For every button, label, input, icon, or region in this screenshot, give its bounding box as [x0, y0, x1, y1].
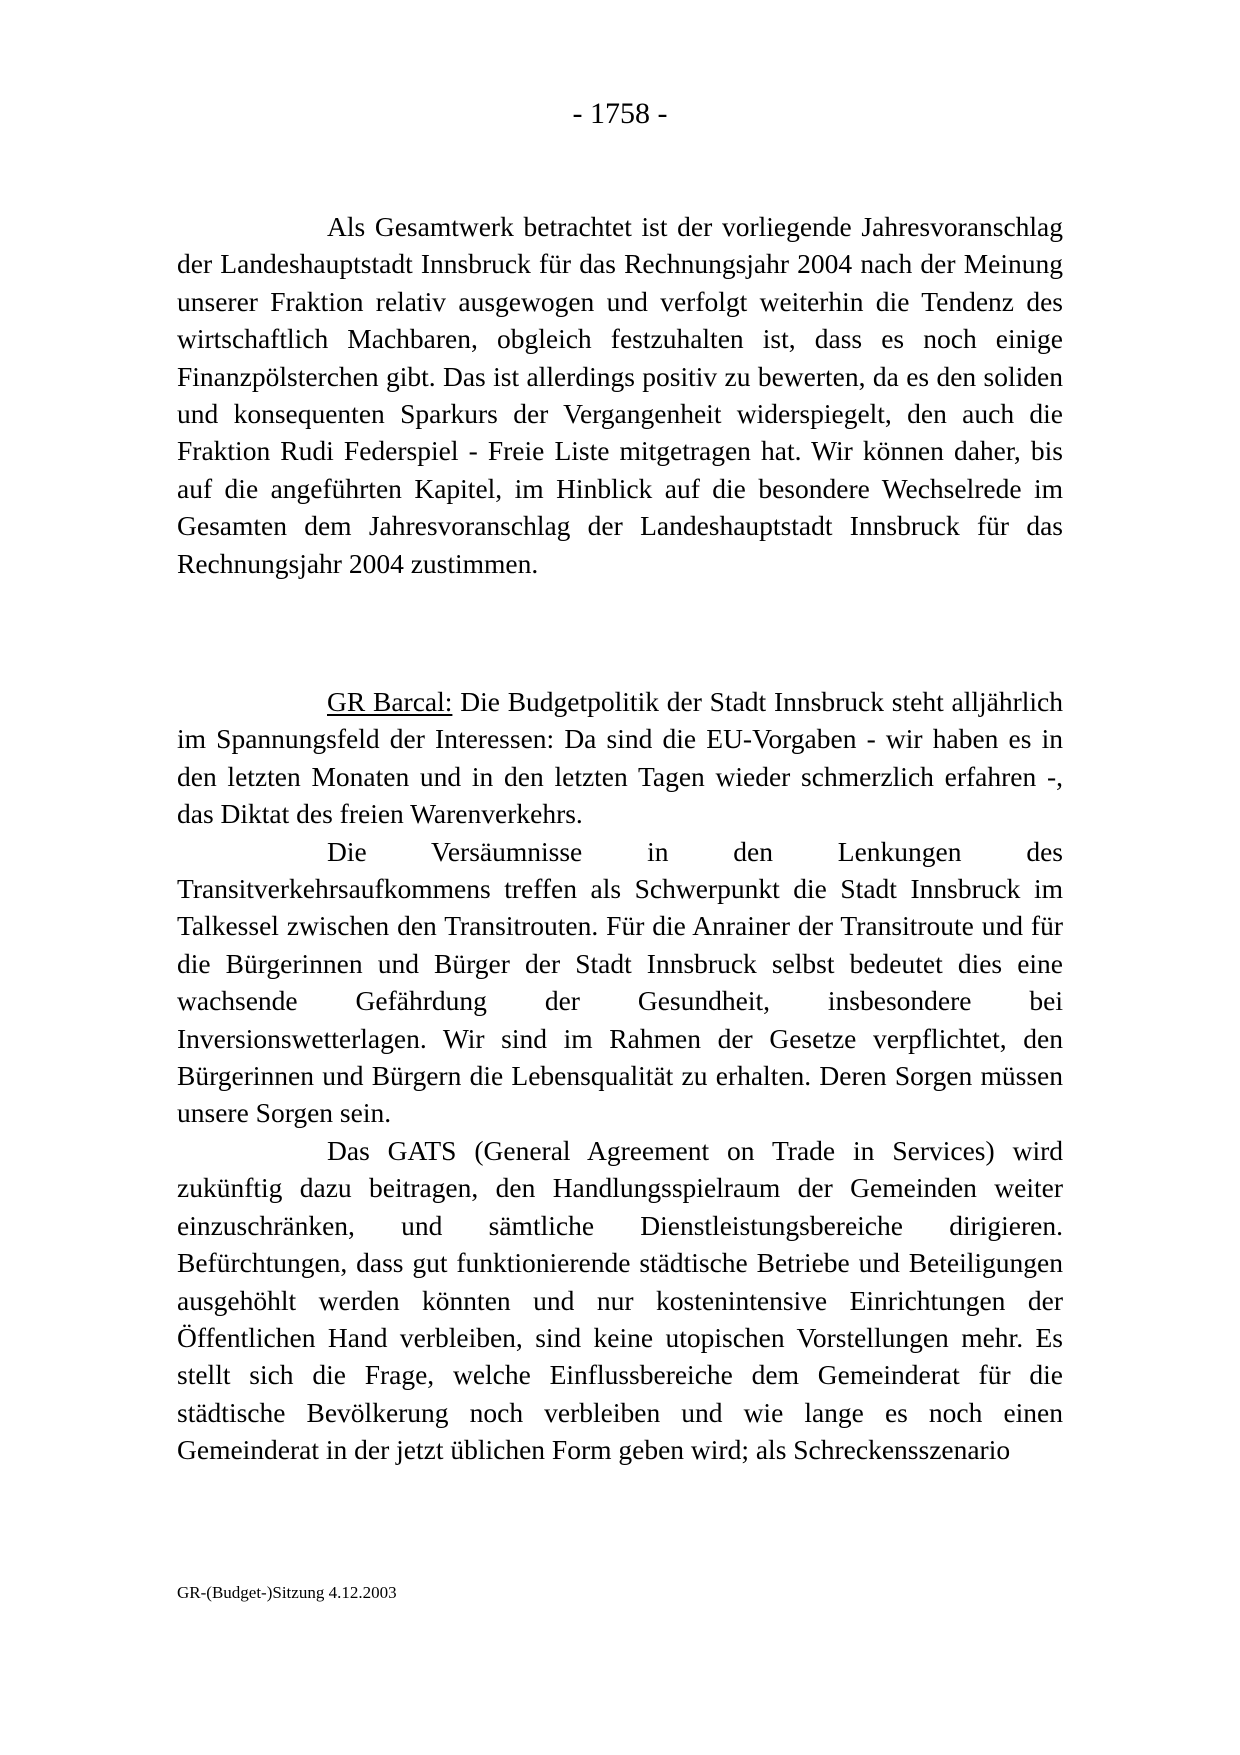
- paragraph-budget-assessment: Als Gesamtwerk betrachtet ist der vorliegende Jahresvoranschlag der Landeshauptstadt Innsbruck für das Rechnungsjahr 2004 nach der Meinung unserer Fraktion relativ ausgewogen und verfolgt weiterhin die Tendenz des wirtschaftlich Machbaren, obgleich festzuhalten ist, dass es noch einige Finanzpölsterchen gibt. Das ist allerdings positiv zu bewerten, da es den soliden und konsequenten Sparkurs der Vergangenheit widerspiegelt, den auch die Fraktion Rudi Federspiel - Freie Liste mitgetragen hat. Wir können daher, bis auf die angeführten Kapitel, im Hinblick auf die besondere Wechselrede im Gesamten dem Jahresvoranschlag der Landeshauptstadt Innsbruck für das Rechnungsjahr 2004 zustimmen.: [177, 211, 1063, 579]
- speaker-name: GR Barcal:: [327, 686, 453, 717]
- speech-gr-barcal-section: [177, 683, 1063, 1469]
- page-number: - 1758 -: [572, 97, 668, 130]
- paragraph-budget-policy-text: Die Budgetpolitik der Stadt Innsbruck steht alljährlich im Spannungsfeld der Interessen: Da sind die EU-Vorgaben - wir haben es in den letzten Monaten und in den letzten Tagen wieder schmerzlich erfahren -, das Diktat des freien Warenverkehrs.: [177, 686, 1063, 830]
- paragraph-transit-traffic: Die Versäumnisse in den Lenkungen des Transitverkehrsaufkommens treffen als Schwerpunkt die Stadt Innsbruck im Talkessel zwischen den Transitrouten. Für die Anrainer der Transitroute und für die Bürgerinnen und Bürger der Stadt Innsbruck selbst bedeutet dies eine wachsende Gefährdung der Gesundheit, insbesondere bei Inversionswetterlagen. Wir sind im Rahmen der Gesetze verpflichtet, den Bürgerinnen und Bürgern die Lebensqualität zu erhalten. Deren Sorgen müssen unsere Sorgen sein.: [177, 835, 1063, 1129]
- paragraph-budget-policy: [177, 683, 1063, 833]
- footer-session-label: GR-(Budget-)Sitzung 4.12.2003: [177, 1583, 397, 1602]
- paragraph-gats: Das GATS (General Agreement on Trade in Services) wird zukünftig dazu beitragen, den Handlungsspielraum der Gemeinden weiter einzuschränken, und sämtliche Dienstleistungsbereiche dirigieren. Befürchtungen, dass gut funktionierende städtische Betriebe und Beteiligungen ausgehöhlt werden könnten und nur kostenintensive Einrichtungen der Öffentlichen Hand verbleiben, sind keine utopischen Vorstellungen mehr. Es stellt sich die Frage, welche Einflussbereiche dem Gemeinderat für die städtische Bevölkerung noch verbleiben und wie lange es noch einen Gemeinderat in der jetzt üblichen Form geben wird; als Schreckensszenario: [177, 1134, 1063, 1466]
- closing-statement-section: [177, 208, 1063, 582]
